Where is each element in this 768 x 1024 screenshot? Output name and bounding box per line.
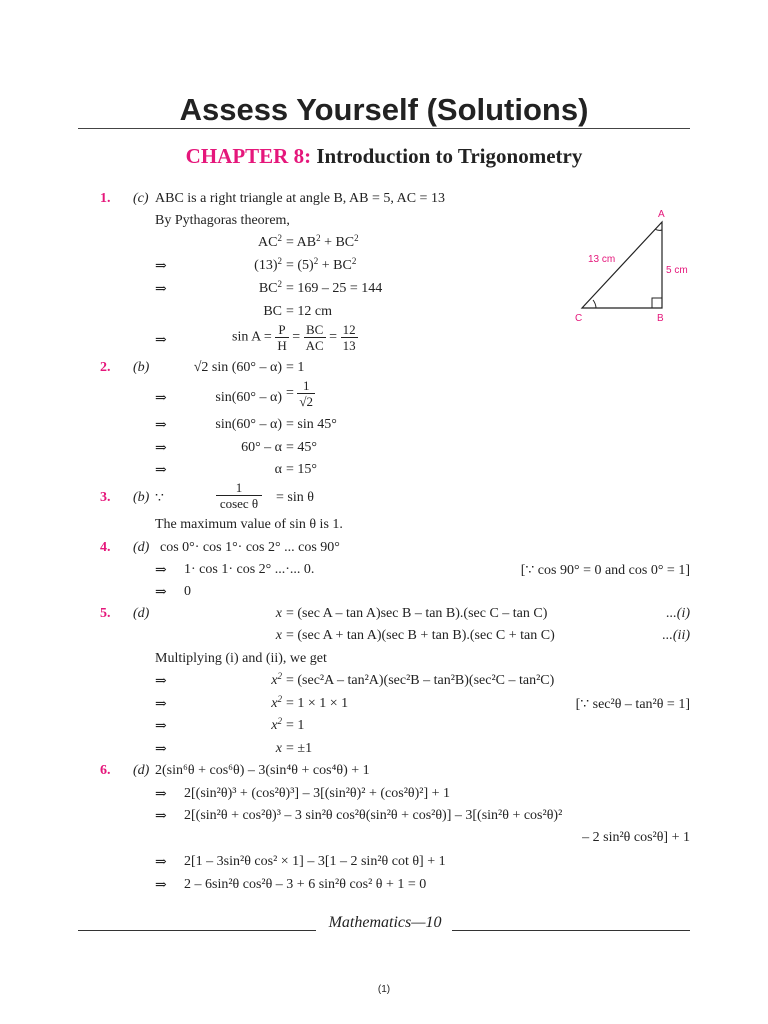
implies-symbol: ⇒ [155, 855, 167, 870]
implies-symbol: ⇒ [155, 333, 167, 348]
question-number: 5. [100, 606, 111, 621]
implies-symbol: ⇒ [155, 719, 167, 734]
chapter-heading [0, 144, 768, 169]
fraction-bc-ac: $\frac{BC}{AC}$ [305, 322, 324, 353]
right-angle-mark [652, 298, 662, 308]
solution-line: By Pythagoras theorem, [155, 213, 290, 228]
equation-rhs: = (sec²A – tan²A)(sec²B – tan²B)(sec²C – tan²C) [286, 673, 555, 688]
equation-lhs: BC [263, 304, 282, 319]
angle-c-arc [593, 300, 596, 308]
equation-lhs: $BC^2$ [258, 279, 282, 296]
chapter-label: CHAPTER 8: [185, 144, 312, 168]
answer-option: (d) [133, 540, 150, 555]
question-number: 2. [100, 360, 111, 375]
solution-line: 1· cos 1· cos 2° ...·... 0. [184, 562, 315, 577]
equation-rhs: = sin 45° [286, 417, 337, 432]
vertex-c-label: C [575, 313, 583, 324]
side-label: 5 cm [666, 265, 688, 276]
implies-symbol: ⇒ [155, 463, 167, 478]
implies-symbol: ⇒ [155, 563, 167, 578]
solution-line: 2[(sin²θ + cos²θ)³ – 3 sin²θ cos²θ(sin²θ + cos²θ)] – 3[(sin²θ + cos²θ)² [184, 808, 563, 823]
triangle-shape [582, 222, 662, 308]
angle-a-arc [655, 229, 662, 230]
equation-rhs: = sin θ [276, 490, 314, 505]
equation-lhs: $x^2$ [271, 716, 282, 733]
equation-rhs: = (sec A – tan A)sec B – tan B).(sec C – tan C) [286, 606, 548, 621]
equation-rhs: = $\frac{1}{√2}$ [286, 378, 314, 409]
question-number: 1. [100, 191, 111, 206]
equation-rhs: = 1 × 1 × 1 [286, 696, 349, 711]
equation-rhs: = 1 [286, 718, 305, 733]
implies-symbol: ⇒ [155, 787, 167, 802]
equation-rhs: = 169 – 25 = 144 [286, 281, 383, 296]
answer-option: (d) [133, 763, 150, 778]
implies-symbol: ⇒ [155, 259, 167, 274]
answer-option: (b) [133, 490, 150, 505]
implies-symbol: ⇒ [155, 809, 167, 824]
solution-line: 2[1 – 3sin²θ cos² × 1] – 3[1 – 2 sin²θ cot θ] + 1 [184, 854, 446, 869]
implies-symbol: ⇒ [155, 441, 167, 456]
equation-rhs: = (sec A + tan A)(sec B + tan B).(sec C + tan C) [286, 628, 555, 643]
sine-fraction-equation: sin A = $\frac{P}{H}$ = $\frac{BC}{AC}$ = $\frac{12}{13}$ [232, 322, 356, 353]
equation-lhs: $(13)^2$ [254, 256, 282, 273]
fraction-12-13: $\frac{12}{13}$ [342, 322, 356, 353]
solution-line: Multiplying (i) and (ii), we get [155, 651, 327, 666]
right-triangle-diagram [570, 200, 695, 325]
solution-line: ABC is a right triangle at angle B, AB = 5, AC = 13 [155, 191, 445, 206]
hypotenuse-label: 13 cm [588, 254, 616, 265]
equation-rhs: = 1 [286, 360, 305, 375]
equation-rhs: = 15° [286, 462, 317, 477]
reason-note: [∵ cos 90° = 0 and cos 0° = 1] [520, 563, 690, 578]
equation-lhs: √2 sin (60° – α) [193, 360, 282, 375]
question-number: 3. [100, 490, 111, 505]
equation-rhs: = $(5)^2 + BC^2$ [286, 256, 357, 273]
equation-rhs: = ±1 [286, 741, 313, 756]
footer-rule-left [78, 930, 316, 931]
equation-rhs: = $AB^2 + BC^2$ [286, 233, 359, 250]
equation-lhs: sin(60° – α) [215, 390, 282, 405]
equation-tag: ...(ii) [662, 628, 690, 643]
question-number: 4. [100, 540, 111, 555]
solution-line: cos 0°· cos 1°· cos 2° ... cos 90° [160, 540, 340, 555]
vertex-b-label: B [657, 313, 664, 324]
implies-symbol: ⇒ [155, 742, 167, 757]
equation-lhs: sin(60° – α) [215, 417, 282, 432]
equation-lhs: x [275, 741, 282, 756]
implies-symbol: ⇒ [155, 391, 167, 406]
solution-line: – 2 sin²θ cos²θ] + 1 [582, 830, 690, 845]
footer-title: Mathematics—10 [328, 914, 442, 931]
fraction-1-root2: $\frac{1}{√2}$ [299, 378, 314, 409]
solution-line: 0 [184, 584, 191, 599]
implies-symbol: ⇒ [155, 418, 167, 433]
equation-lhs: $x^2$ [271, 671, 282, 688]
equation-rhs: = 45° [286, 440, 317, 455]
solution-line: The maximum value of sin θ is 1. [155, 517, 343, 532]
equation-lhs: x [275, 606, 282, 621]
implies-symbol: ⇒ [155, 585, 167, 600]
title-divider [78, 128, 690, 129]
equation-lhs: x [275, 628, 282, 643]
implies-symbol: ⇒ [155, 282, 167, 297]
equation-lhs: α [274, 462, 282, 477]
answer-option: (d) [133, 606, 150, 621]
answer-option: (b) [133, 360, 150, 375]
question-number: 6. [100, 763, 111, 778]
vertex-a-label: A [658, 209, 665, 220]
implies-symbol: ⇒ [155, 697, 167, 712]
fraction-p-h: $\frac{P}{H}$ [277, 322, 287, 353]
solution-line: 2[(sin²θ)³ + (cos²θ)³] – 3[(sin²θ)² + (cos²θ)²] + 1 [184, 786, 451, 801]
chapter-name: Introduction to Trigonometry [316, 144, 583, 168]
because-symbol: ∵ [155, 491, 164, 506]
implies-symbol: ⇒ [155, 878, 167, 893]
equation-tag: ...(i) [666, 606, 690, 621]
equation-rhs: = 12 cm [286, 304, 332, 319]
equation-lhs: $x^2$ [271, 694, 282, 711]
reason-note: [∵ sec²θ – tan²θ = 1] [575, 697, 690, 712]
equation-lhs: 60° – α [241, 440, 282, 455]
implies-symbol: ⇒ [155, 674, 167, 689]
equation-lhs: $AC^2$ [258, 233, 282, 250]
fraction-1-cosec: $\frac{1}{\text{cosec θ}}$ [216, 480, 262, 511]
page-title: Assess Yourself (Solutions) [179, 92, 589, 127]
solution-line: 2(sin⁶θ + cos⁶θ) – 3(sin⁴θ + cos⁴θ) + 1 [155, 763, 370, 778]
solution-line: 2 – 6sin²θ cos²θ – 3 + 6 sin²θ cos² θ + 1 = 0 [184, 877, 427, 892]
answer-option: (c) [133, 191, 149, 206]
footer-rule-right [452, 930, 690, 931]
page-number: (1) [377, 984, 391, 995]
